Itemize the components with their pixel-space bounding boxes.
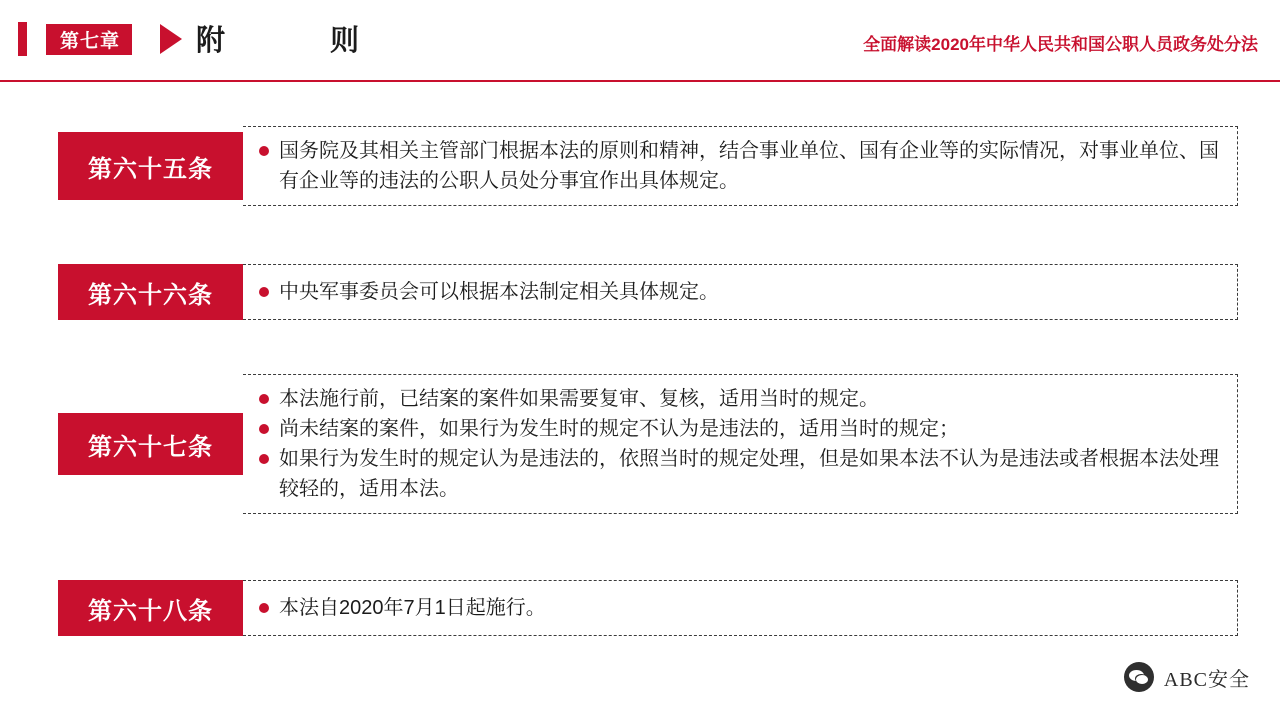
list-item [259,136,1223,196]
article-body [243,126,1238,206]
slide-header [0,0,1280,80]
article-text: 国务院及其相关主管部门根据本法的原则和精神，结合事业单位、国有企业等的实际情况，对事业单位、国有企业等的违法的公职人员处分事宜作出具体规定。 [279,140,1219,192]
watermark [1124,662,1250,692]
article-text: 本法自2020年7月1日起施行。 [279,597,546,619]
bullet-dot-icon [259,287,269,297]
bullet-dot-icon [259,603,269,613]
bullet-dot-icon [259,424,269,434]
article-body [243,374,1238,514]
article-body [243,264,1238,320]
list-item [259,277,1223,307]
article-row [58,126,1238,206]
bullet-dot-icon [259,394,269,404]
article-row [58,264,1238,320]
header-subtitle: 全面解读2020年中华人民共和国公职人员政务处分法 [863,35,1258,54]
bullet-dot-icon [259,146,269,156]
header-divider [0,80,1280,82]
list-item [259,444,1223,504]
list-item [259,384,1223,414]
article-body [243,580,1238,636]
page-title: 附 则 [196,25,398,57]
article-text: 本法施行前，已结案的案件如果需要复审、复核，适用当时的规定。 [279,388,879,410]
chapter-arrow-icon [160,24,182,54]
article-row [58,580,1238,636]
list-item [259,593,1223,623]
chapter-tag: 第七章 [46,24,132,55]
list-item [259,414,1223,444]
article-label: 第六十五条 [58,132,243,200]
wechat-icon [1124,662,1154,692]
article-label: 第六十六条 [58,264,243,320]
bullet-dot-icon [259,454,269,464]
article-row [58,374,1238,514]
article-label: 第六十八条 [58,580,243,636]
article-label: 第六十七条 [58,413,243,475]
article-text: 如果行为发生时的规定认为是违法的，依照当时的规定处理，但是如果本法不认为是违法或者根据本法处理较轻的，适用本法。 [279,448,1219,500]
article-text: 尚未结案的案件，如果行为发生时的规定不认为是违法的，适用当时的规定； [279,418,959,440]
article-text: 中央军事委员会可以根据本法制定相关具体规定。 [279,281,719,303]
watermark-label: ABC安全 [1163,668,1250,691]
header-accent-bar [18,22,27,56]
